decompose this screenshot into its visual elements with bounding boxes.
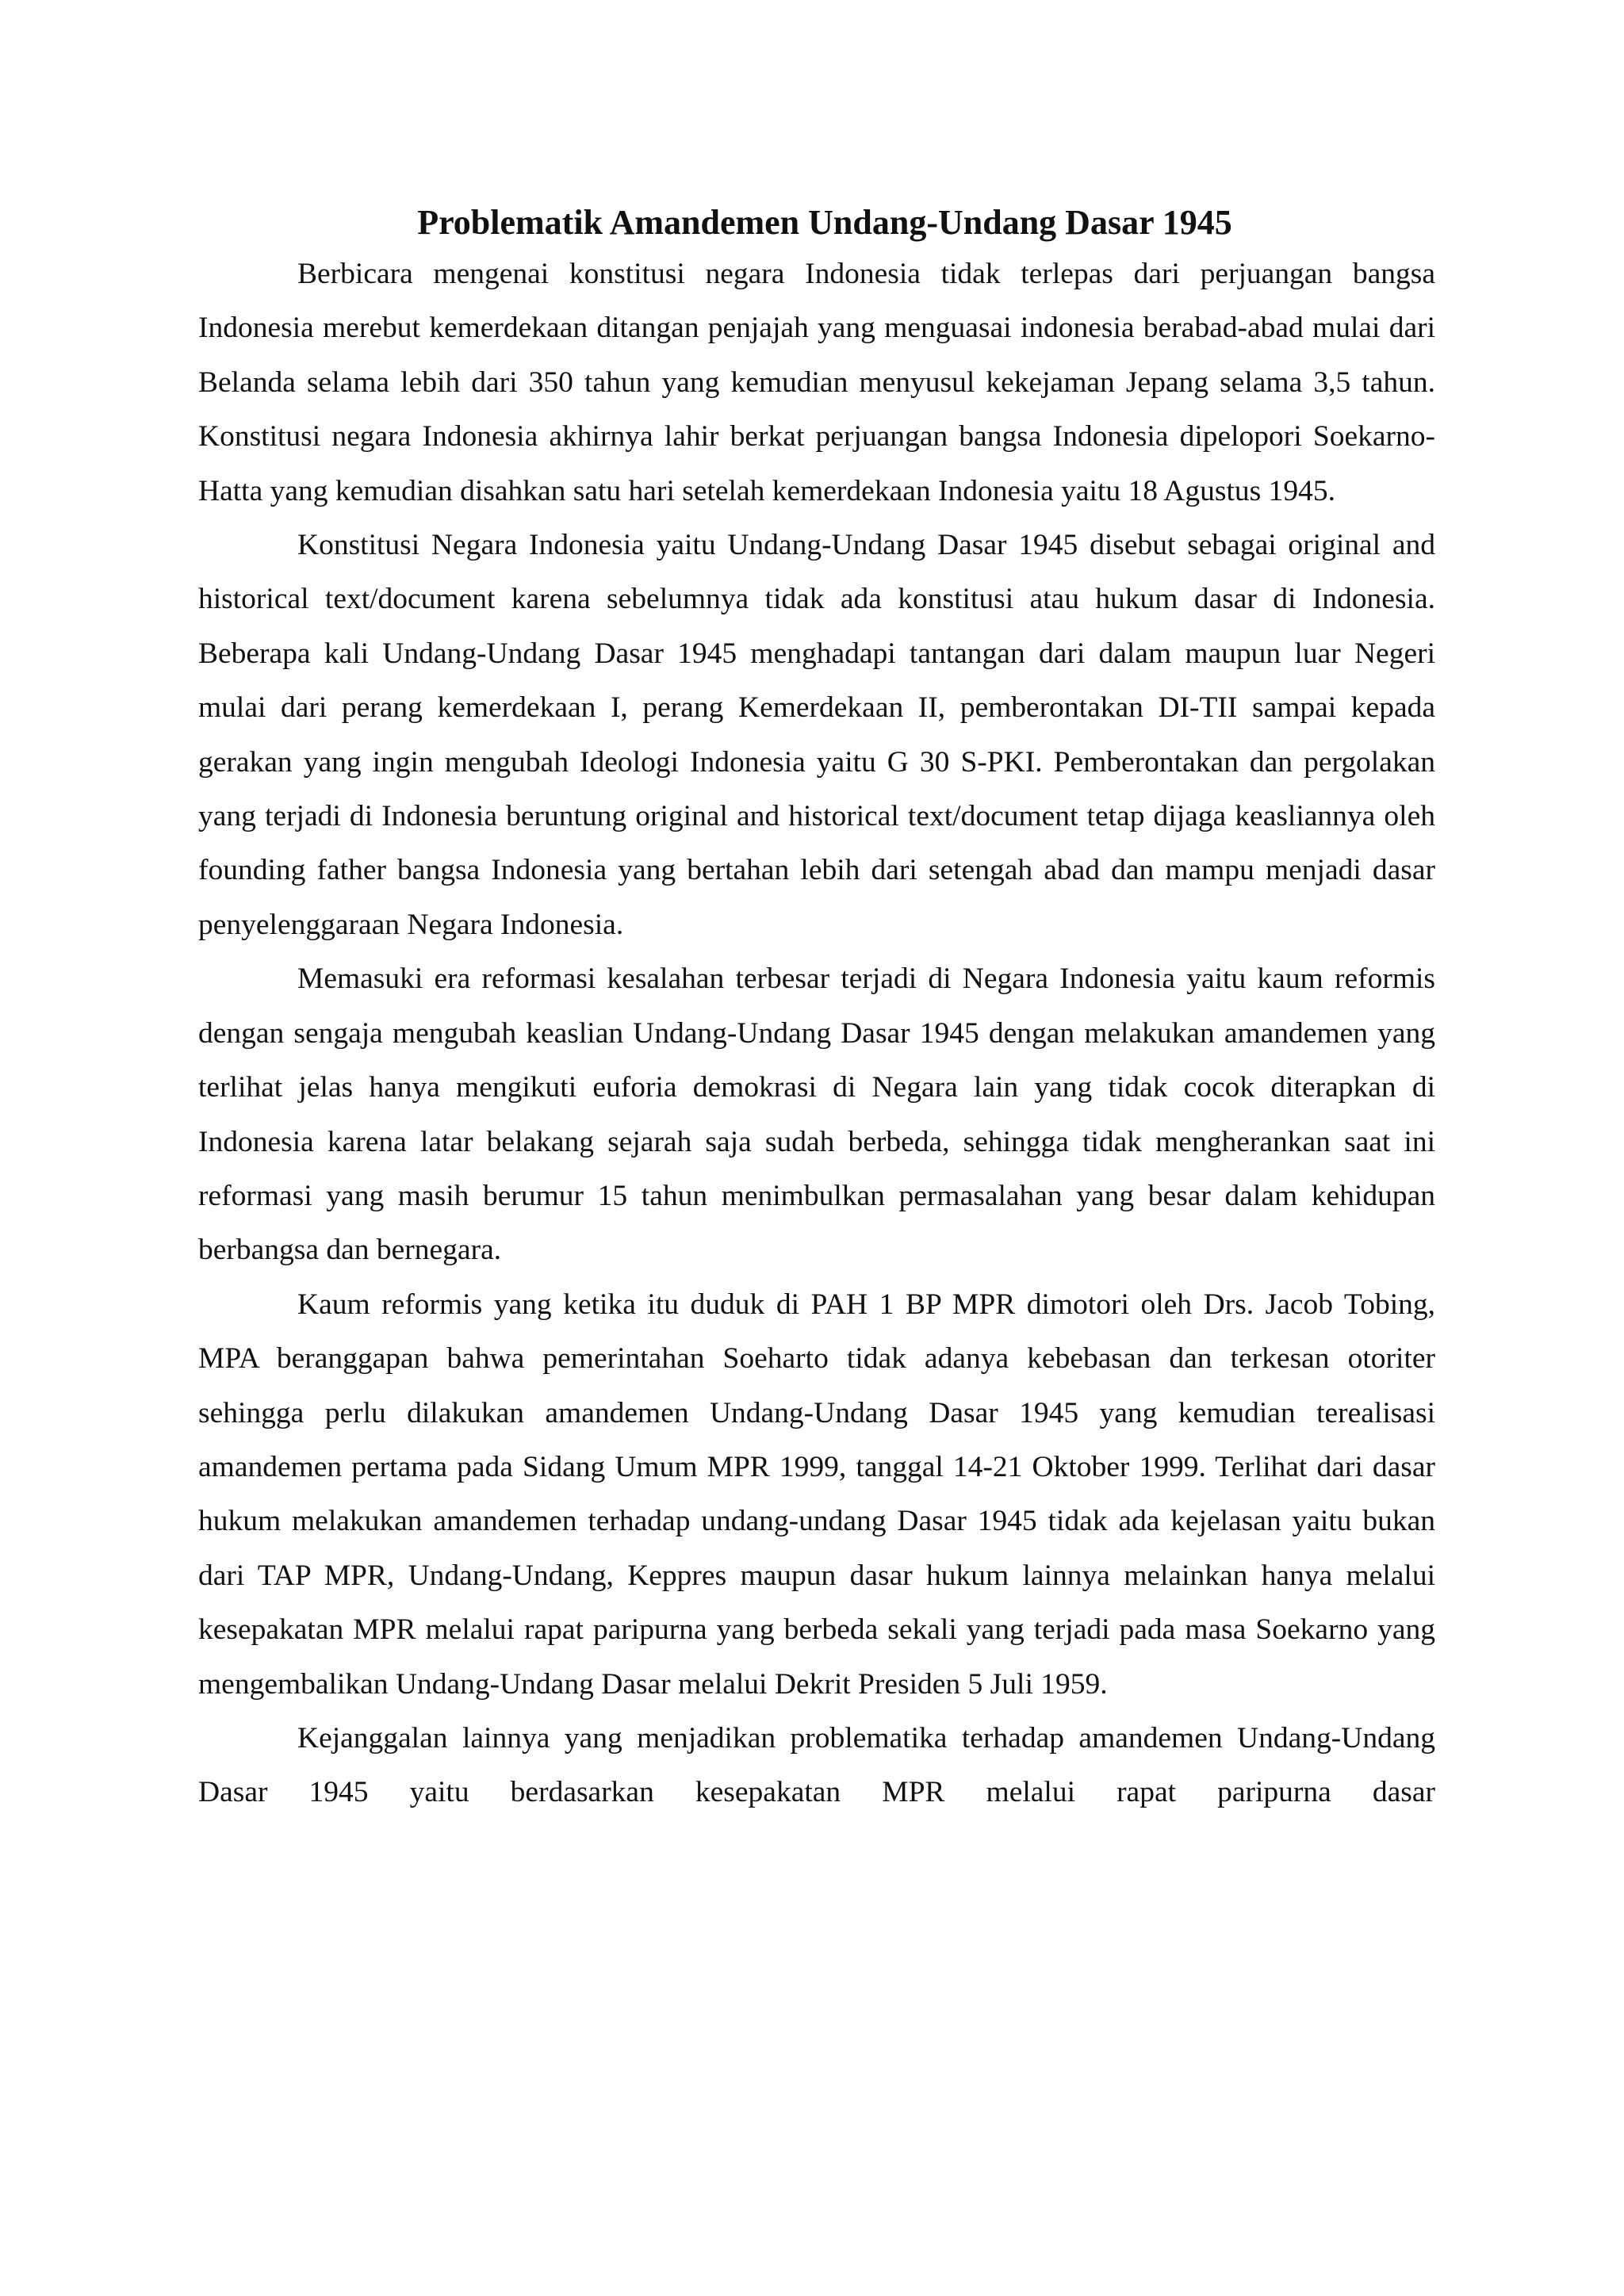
paragraph: Konstitusi Negara Indonesia yaitu Undang-Undang Dasar 1945 disebut sebagai original and historical text/document karena sebelumnya tidak ada konstitusi atau hukum dasar di Indonesia. Beberapa kali Undang-Undang Dasar 1945 menghadapi tantangan dari dalam maupun luar Negeri mulai dari perang kemerdekaan I, perang Kemerdekaan II, pemberontakan DI-TII sampai kepada gerakan yang ingin mengubah Ideologi Indonesia yaitu G 30 S-PKI. Pemberontakan dan pergolakan yang terjadi di Indonesia beruntung original and historical text/document tetap dijaga keasliannya oleh founding father bangsa Indonesia yang bertahan lebih dari setengah abad dan mampu menjadi dasar penyelenggaraan Negara Indonesia. <box>198 529 1435 941</box>
document-body <box>198 198 1435 1820</box>
paragraph: Kaum reformis yang ketika itu duduk di PAH 1 BP MPR dimotori oleh Drs. Jacob Tobing, MPA beranggapan bahwa pemerintahan Soeharto tidak adanya kebebasan dan terkesan otoriter sehingga perlu dilakukan amandemen Undang-Undang Dasar 1945 yang kemudian terealisasi amandemen pertama pada Sidang Umum MPR 1999, tanggal 14-21 Oktober 1999. Terlihat dari dasar hukum melakukan amandemen terhadap undang-undang Dasar 1945 tidak ada kejelasan yaitu bukan dari TAP MPR, Undang-Undang, Keppres maupun dasar hukum lainnya melainkan hanya melalui kesepakatan MPR melalui rapat paripurna yang berbeda sekali yang terjadi pada masa Soekarno yang mengembalikan Undang-Undang Dasar melalui Dekrit Presiden 5 Juli 1959. <box>198 1288 1435 1701</box>
paragraph: Memasuki era reformasi kesalahan terbesar terjadi di Negara Indonesia yaitu kaum reformis dengan sengaja mengubah keaslian Undang-Undang Dasar 1945 dengan melakukan amandemen yang terlihat jelas hanya mengikuti euforia demokrasi di Negara lain yang tidak cocok diterapkan di Indonesia karena latar belakang sejarah saja sudah berbeda, sehingga tidak mengherankan saat ini reformasi yang masih berumur 15 tahun menimbulkan permasalahan yang besar dalam kehidupan berbangsa dan bernegara. <box>198 962 1435 1267</box>
paragraph: Kejanggalan lainnya yang menjadikan problematika terhadap amandemen Undang-Undang Dasar 1945 yaitu berdasarkan kesepakatan MPR melalui rapat paripurna dasar <box>198 1721 1435 1809</box>
document-title: Problematik Amandemen Undang-Undang Dasar 1945 <box>417 203 1232 242</box>
paragraph: Berbicara mengenai konstitusi negara Indonesia tidak terlepas dari perjuangan bangsa Indonesia merebut kemerdekaan ditangan penjajah yang menguasai indonesia berabad-abad mulai dari Belanda selama lebih dari 350 tahun yang kemudian menyusul kekejaman Jepang selama 3,5 tahun. Konstitusi negara Indonesia akhirnya lahir berkat perjuangan bangsa Indonesia dipelopori Soekarno-Hatta yang kemudian disahkan satu hari setelah kemerdekaan Indonesia yaitu 18 Agustus 1945. <box>198 258 1435 507</box>
